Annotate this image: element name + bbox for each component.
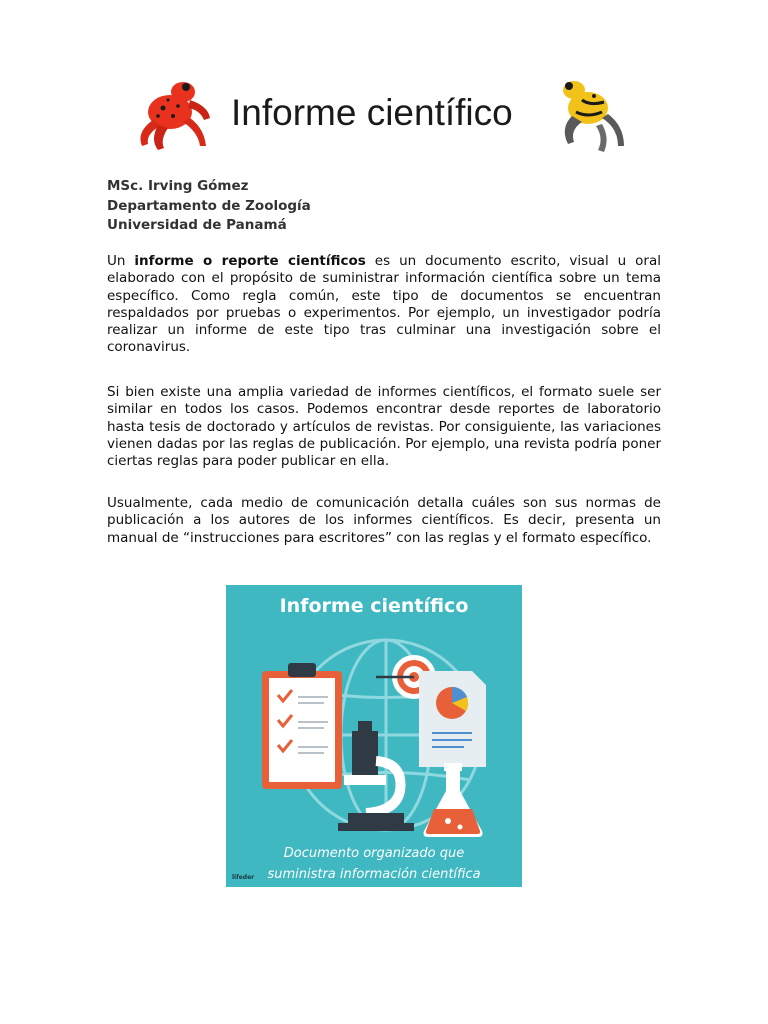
paragraph-1-start: Un <box>107 253 135 269</box>
document-header <box>0 60 768 170</box>
author-name: MSc. Irving Gómez <box>107 178 249 194</box>
red-frog-icon <box>128 70 218 152</box>
clipboard-icon <box>262 663 342 789</box>
infographic-image <box>226 585 522 887</box>
infographic-caption <box>226 843 522 885</box>
infographic-title: Informe científico <box>279 595 469 617</box>
author-department: Departamento de Zoología <box>107 197 311 214</box>
paragraph-2: Si bien existe una amplia variedad de informes científicos, el formato suele ser similar en todos los casos. Podemos encontrar desde reportes de laboratorio hasta tesis de doctorado y artículos de revistas. Por consiguiente, las variaciones vienen dadas por las reglas de publicación. Por ejemplo, una revista podría poner ciertas reglas para poder publicar en ella. <box>107 384 661 470</box>
paragraph-1-bold: informe o reporte científicos <box>134 253 366 269</box>
brand-logo: lifeder <box>232 874 255 881</box>
author-block <box>107 177 311 236</box>
infographic-caption-line-1: Documento organizado que <box>283 846 465 861</box>
report-pie-chart-icon <box>419 671 486 767</box>
yellow-frog-icon <box>552 72 632 154</box>
microscope-icon <box>338 721 414 831</box>
paragraph-1-rest: es un documento escrito, visual u oral elaborado con el propósito de suministrar información científica sobre un tema específico. Como regla común, este tipo de documentos se encuentran respaldados por pruebas o experimentos. Por ejemplo, un investigador podría realizar un informe de este tipo tras culminar una investigación sobre el coronavirus. <box>107 253 661 356</box>
infographic-illustration <box>226 585 522 887</box>
paragraph-1 <box>107 253 661 357</box>
page-title: Informe científico <box>231 92 513 133</box>
infographic-caption-line-2: suministra información científica <box>267 867 481 882</box>
author-university: Universidad de Panamá <box>107 217 287 233</box>
paragraph-3: Usualmente, cada medio de comunicación detalla cuáles son sus normas de publicación a los autores de los informes científicos. Es decir, presenta un manual de “instrucciones para escritores” con las reglas y el formato específico. <box>107 495 661 546</box>
